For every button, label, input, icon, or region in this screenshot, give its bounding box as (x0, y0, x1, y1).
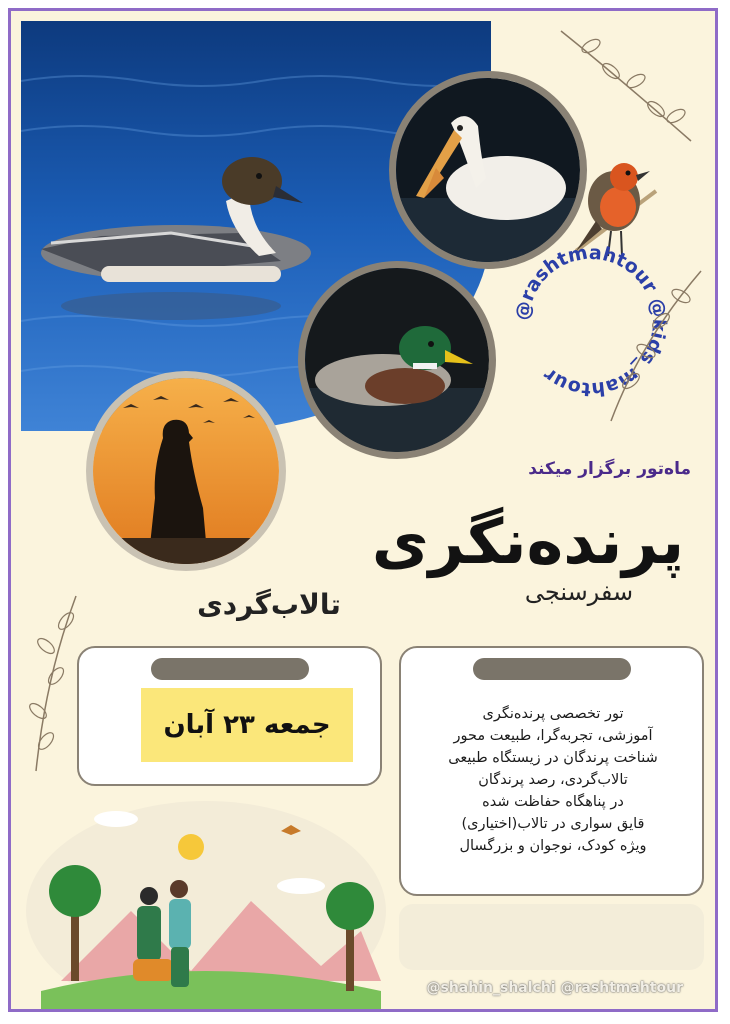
leaf-branch-icon (601, 261, 711, 431)
poster-frame (8, 8, 718, 1012)
tour-description-list (413, 703, 693, 857)
lagoon-tour-label: تالاب‌گردی (197, 588, 341, 621)
leaf-branch-icon (16, 586, 86, 776)
event-date: جمعه ۲۳ آبان (141, 688, 353, 762)
mallard-duck-photo (298, 261, 496, 459)
description-line: ویژه کودک، نوجوان و بزرگسال (459, 838, 647, 854)
date-card (77, 646, 382, 786)
empty-panel (399, 904, 704, 970)
card-tab-pill (151, 658, 309, 680)
description-card (399, 646, 704, 896)
page-title: پرنده‌نگری (371, 505, 685, 578)
description-line: قایق سواری در تالاب(اختیاری) (461, 816, 645, 832)
birdwatchers-illustration (21, 781, 391, 1012)
description-line: شناخت پرندگان در زیستگاه طبیعی (448, 750, 658, 766)
birdwatcher-silhouette-photo (86, 371, 286, 571)
card-tab-pill (473, 658, 631, 680)
organizer-text: ماه‌تور برگزار میکند (528, 459, 691, 479)
handle-stamp-text: @rashtmahtour @kids_mahtour (511, 241, 671, 401)
credits-handles: @shahin_shalchi @rashtmahtour (426, 980, 683, 996)
description-line: در پناهگاه حفاظت شده (482, 794, 624, 810)
description-line: آموزشی، تجربه‌گرا، طبیعت محور (453, 728, 653, 744)
page-subtitle: سفرسنجی (524, 578, 634, 606)
leaf-branch-icon (551, 21, 701, 151)
description-line: تور تخصصی پرنده‌نگری (482, 706, 624, 722)
description-line: تالاب‌گردی، رصد پرندگان (478, 772, 628, 788)
